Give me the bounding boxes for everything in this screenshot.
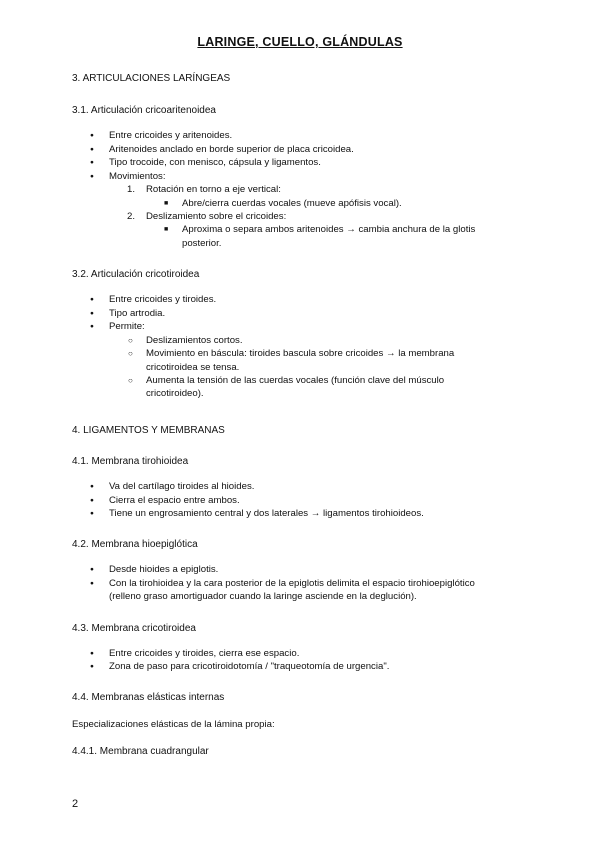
- section-4-3-heading: 4.3. Membrana cricotiroidea: [72, 623, 196, 634]
- bullet-item: ● Entre cricoides y tiroides, cierra ese espacio.: [109, 647, 299, 661]
- square-bullet-item: ■ Abre/cierra cuerdas vocales (mueve apófisis vocal).: [182, 197, 402, 211]
- bullet-item: ● Entre cricoides y tiroides.: [109, 293, 216, 307]
- section-3-heading: 3. ARTICULACIONES LARÍNGEAS: [72, 73, 231, 84]
- section-3-2-heading: 3.2. Articulación cricotiroidea: [72, 269, 200, 280]
- bullet-item: ● Zona de paso para cricotiroidotomía / "traqueotomía de urgencia".: [109, 660, 389, 674]
- bullet-item: ● Con la tirohioidea y la cara posterior de la epiglotis delimita el espacio tirohioepiglótico: [109, 577, 475, 591]
- document-title: LARINGE, CUELLO, GLÁNDULAS: [197, 35, 403, 49]
- item-text: Rotación en torno a eje vertical:: [146, 184, 281, 195]
- square-bullet-item: ■ Aproxima o separa ambos aritenoides → cambia anchura de la glotis: [182, 223, 475, 237]
- bullet-item: ● Entre cricoides y aritenoides.: [109, 129, 232, 143]
- bullet-item: ● Tiene un engrosamiento central y dos laterales → ligamentos tirohioideos.: [109, 507, 424, 521]
- item-number: 2.: [127, 211, 136, 222]
- bullet-item: ● Tipo trocoide, con menisco, cápsula y ligamentos.: [109, 156, 321, 170]
- bullet-item: ● Permite:: [109, 320, 145, 334]
- section-4-2-heading: 4.2. Membrana hioepiglótica: [72, 539, 198, 550]
- section-4-4-1-heading: 4.4.1. Membrana cuadrangular: [72, 746, 209, 757]
- bullet-item: ● Va del cartílago tiroides al hioides.: [109, 480, 254, 494]
- circle-bullet-item: ○ Deslizamientos cortos.: [146, 334, 243, 348]
- numbered-item: [127, 210, 287, 224]
- numbered-item: [127, 183, 281, 197]
- continuation-text: (relleno graso amortiguador cuando la laringe asciende en la deglución).: [109, 591, 417, 602]
- section-4-1-heading: 4.1. Membrana tirohioidea: [72, 456, 189, 467]
- continuation-text: cricotiroidea se tensa.: [146, 362, 240, 373]
- continuation-text: posterior.: [182, 238, 222, 249]
- paragraph-text: Especializaciones elásticas de la lámina propia:: [72, 719, 275, 730]
- section-3-1-heading: 3.1. Articulación cricoaritenoidea: [72, 105, 216, 116]
- page-number: 2: [72, 798, 79, 810]
- bullet-item: ● Tipo artrodia.: [109, 307, 165, 321]
- section-4-heading: 4. LIGAMENTOS Y MEMBRANAS: [72, 425, 225, 436]
- circle-bullet-item: ○ Aumenta la tensión de las cuerdas vocales (función clave del músculo: [146, 374, 444, 388]
- continuation-text: cricotiroideo).: [146, 388, 204, 399]
- bullet-item: ● Movimientos:: [109, 170, 166, 184]
- circle-bullet-item: ○ Movimiento en báscula: tiroides bascula sobre cricoides → la membrana: [146, 347, 454, 361]
- bullet-item: ● Desde hioides a epiglotis.: [109, 563, 218, 577]
- bullet-item: ● Cierra el espacio entre ambos.: [109, 494, 240, 508]
- section-4-4-heading: 4.4. Membranas elásticas internas: [72, 692, 225, 703]
- item-text: Deslizamiento sobre el cricoides:: [146, 211, 287, 222]
- bullet-item: ● Aritenoides anclado en borde superior de placa cricoidea.: [109, 143, 354, 157]
- item-number: 1.: [127, 184, 136, 195]
